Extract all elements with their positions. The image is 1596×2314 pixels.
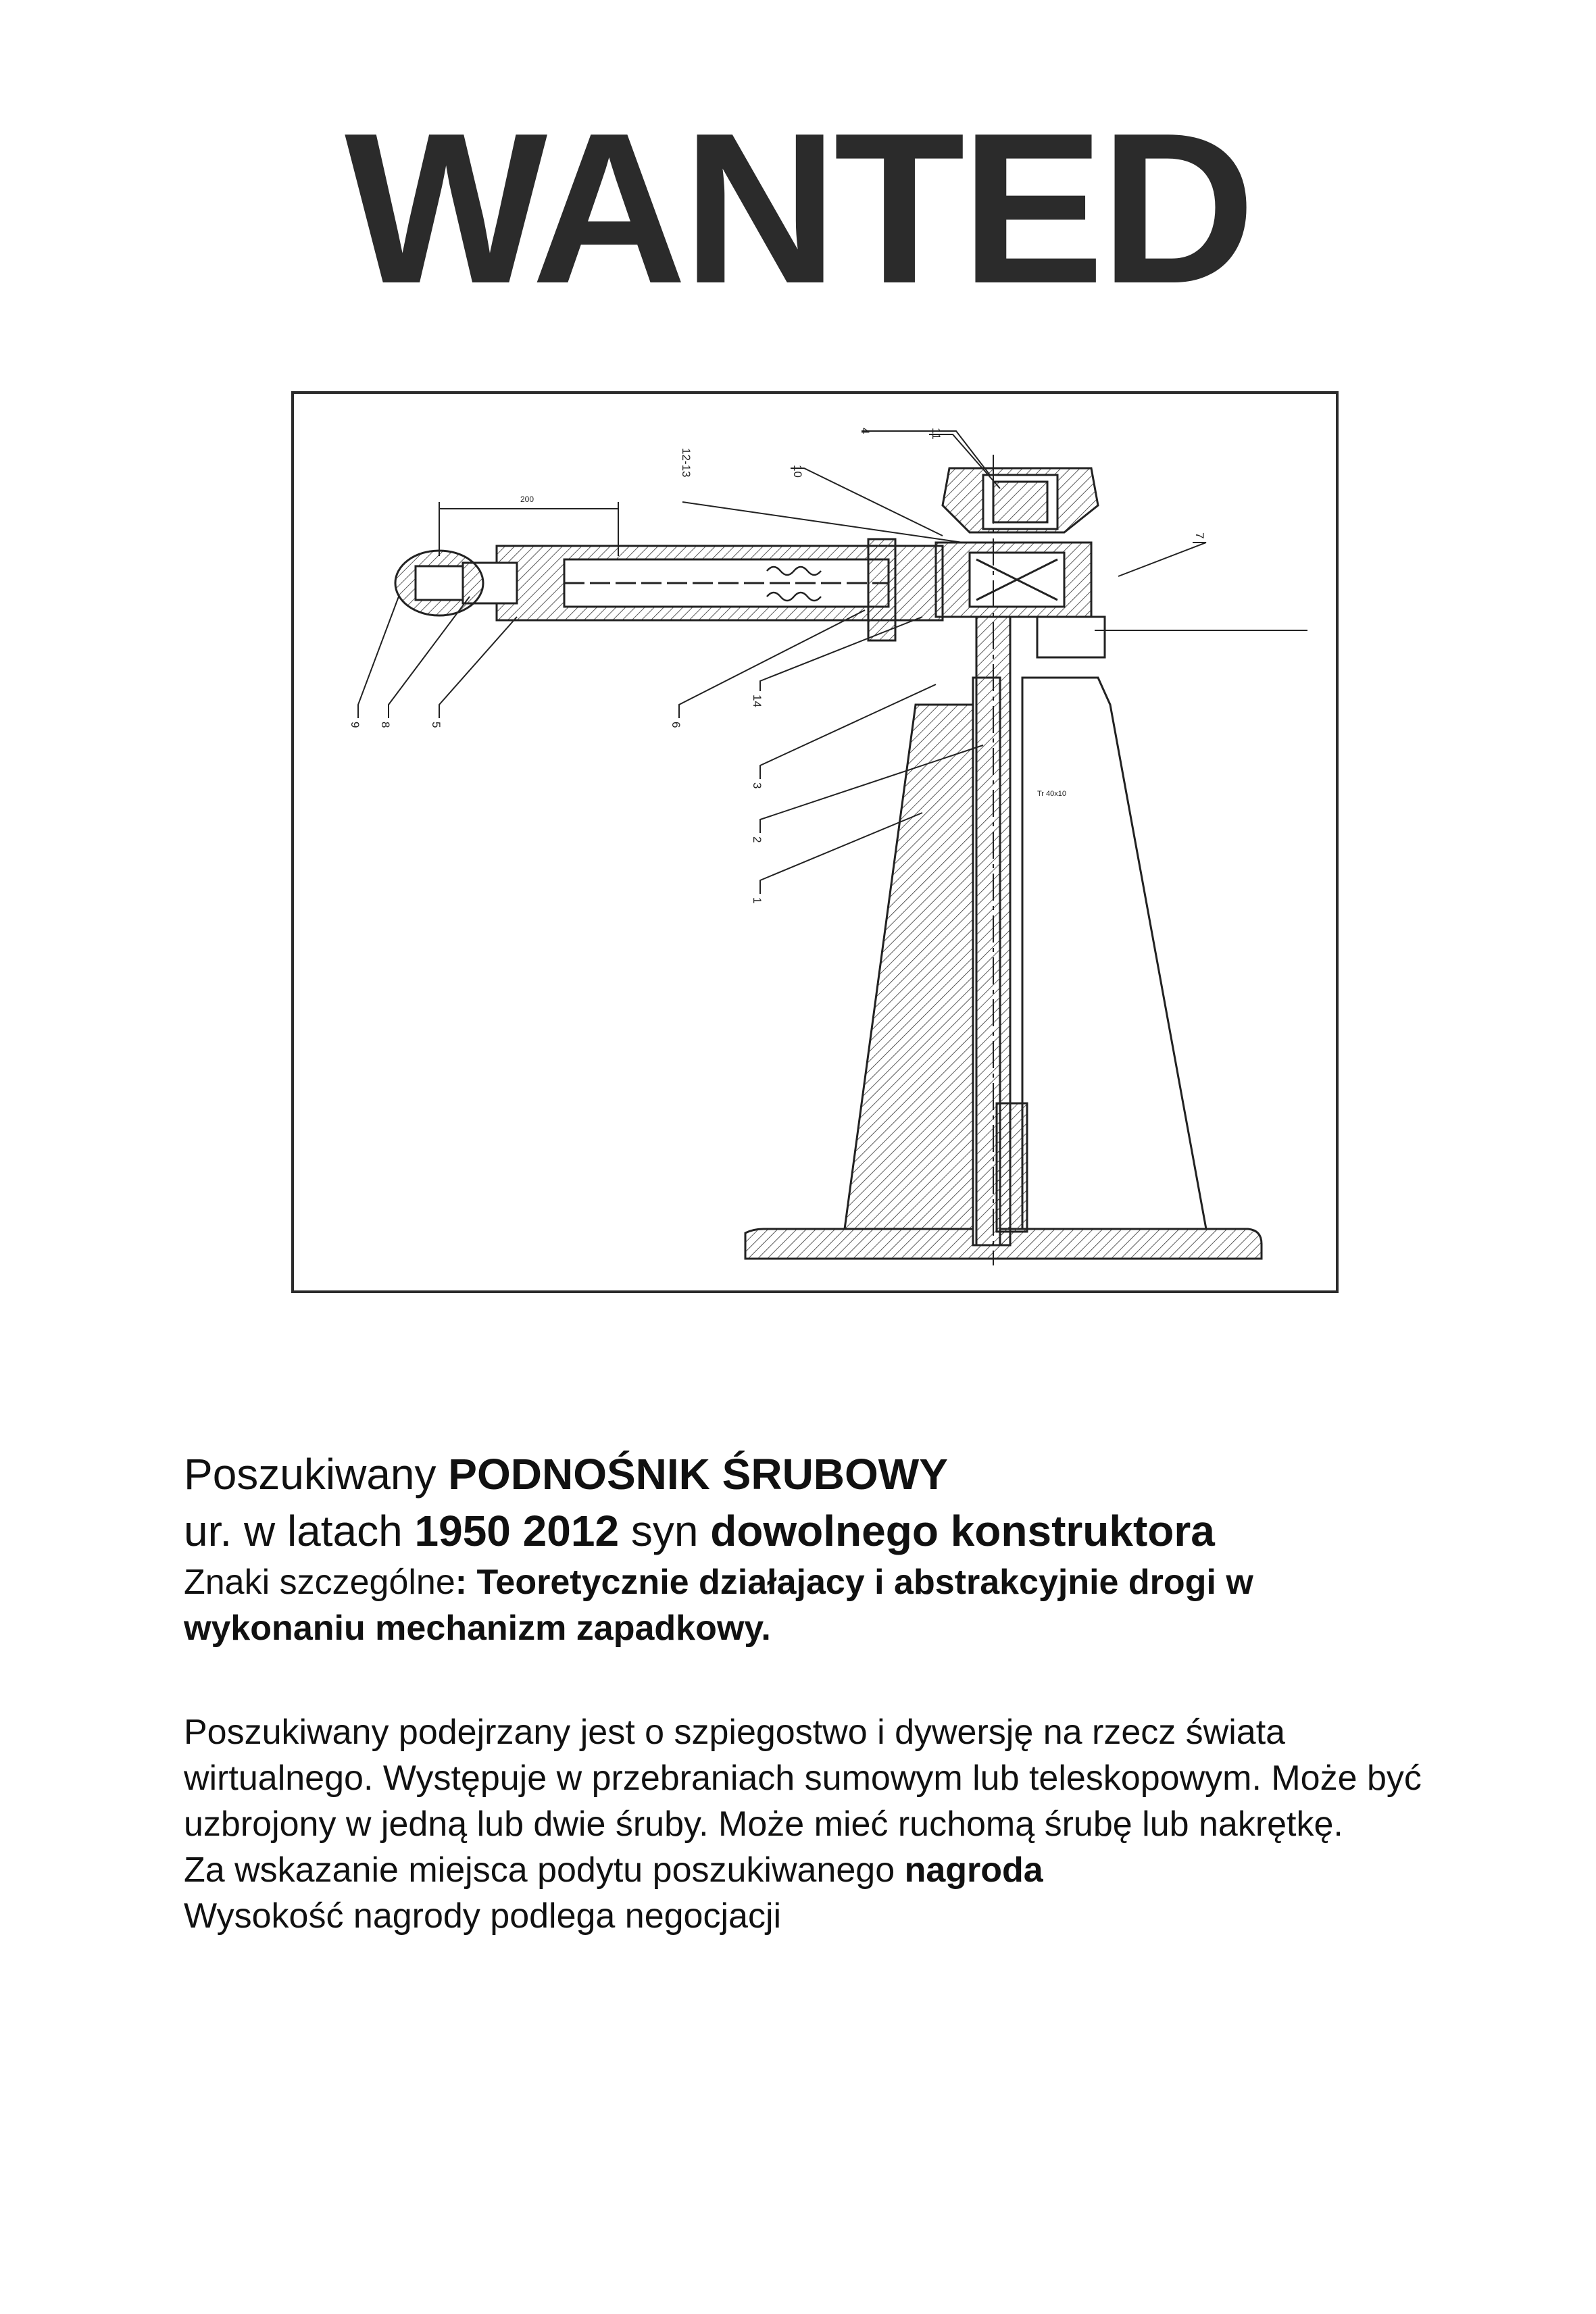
callout-11: 11 [930,428,943,440]
callout-1: 1 [751,897,764,904]
birth-line: ur. w latach 1950 2012 syn dowolnego konstruktora [184,1507,1215,1555]
headline-line: Poszukiwany PODNOŚNIK ŚRUBOWY [184,1450,948,1499]
callout-2: 2 [751,836,764,843]
callout-3: 3 [751,782,764,789]
callout-10: 10 [791,465,804,478]
features-line: Znaki szczególne: Teoretycznie działajacy i abstrakcyjnie drogi w [184,1563,1253,1602]
thread-label: Tr 40x10 [1037,790,1067,798]
callout-5: 5 [430,722,443,728]
callout-8: 8 [379,722,392,728]
description-block [184,1446,1468,1939]
technical-drawing [291,391,1339,1293]
pawl [868,539,895,640]
features-line-2: wykonaniu mechanizm zapadkowy. [184,1609,771,1648]
reward-note: Wysokość nagrody podlega negocjacji [184,1896,782,1936]
callout-9: 9 [349,722,361,728]
poster-title: WANTED [345,89,1251,328]
callout-7: 7 [1193,532,1206,539]
screw-jack-drawing [294,394,1336,1290]
callout-14: 14 [751,695,764,707]
callout-6: 6 [670,722,682,728]
conical-body-right [1022,678,1206,1229]
callout-12-13: 12-13 [680,448,693,478]
suspect-paragraph: Poszukiwany podejrzany jest o szpiegostwo i dywersję na rzecz świata wirtualnego. Występuje w przebraniach sumowym lub teleskopowym. Może być uzbrojony w jedną lub dwie śruby. Może mieć ruchomą śrubę lub nakrętkę. [184,1713,1422,1844]
callout-4: 4 [859,428,872,434]
reward-line: Za wskazanie miejsca podytu poszukiwanego nagroda [184,1851,1043,1890]
dimension-label: 200 [520,495,534,504]
